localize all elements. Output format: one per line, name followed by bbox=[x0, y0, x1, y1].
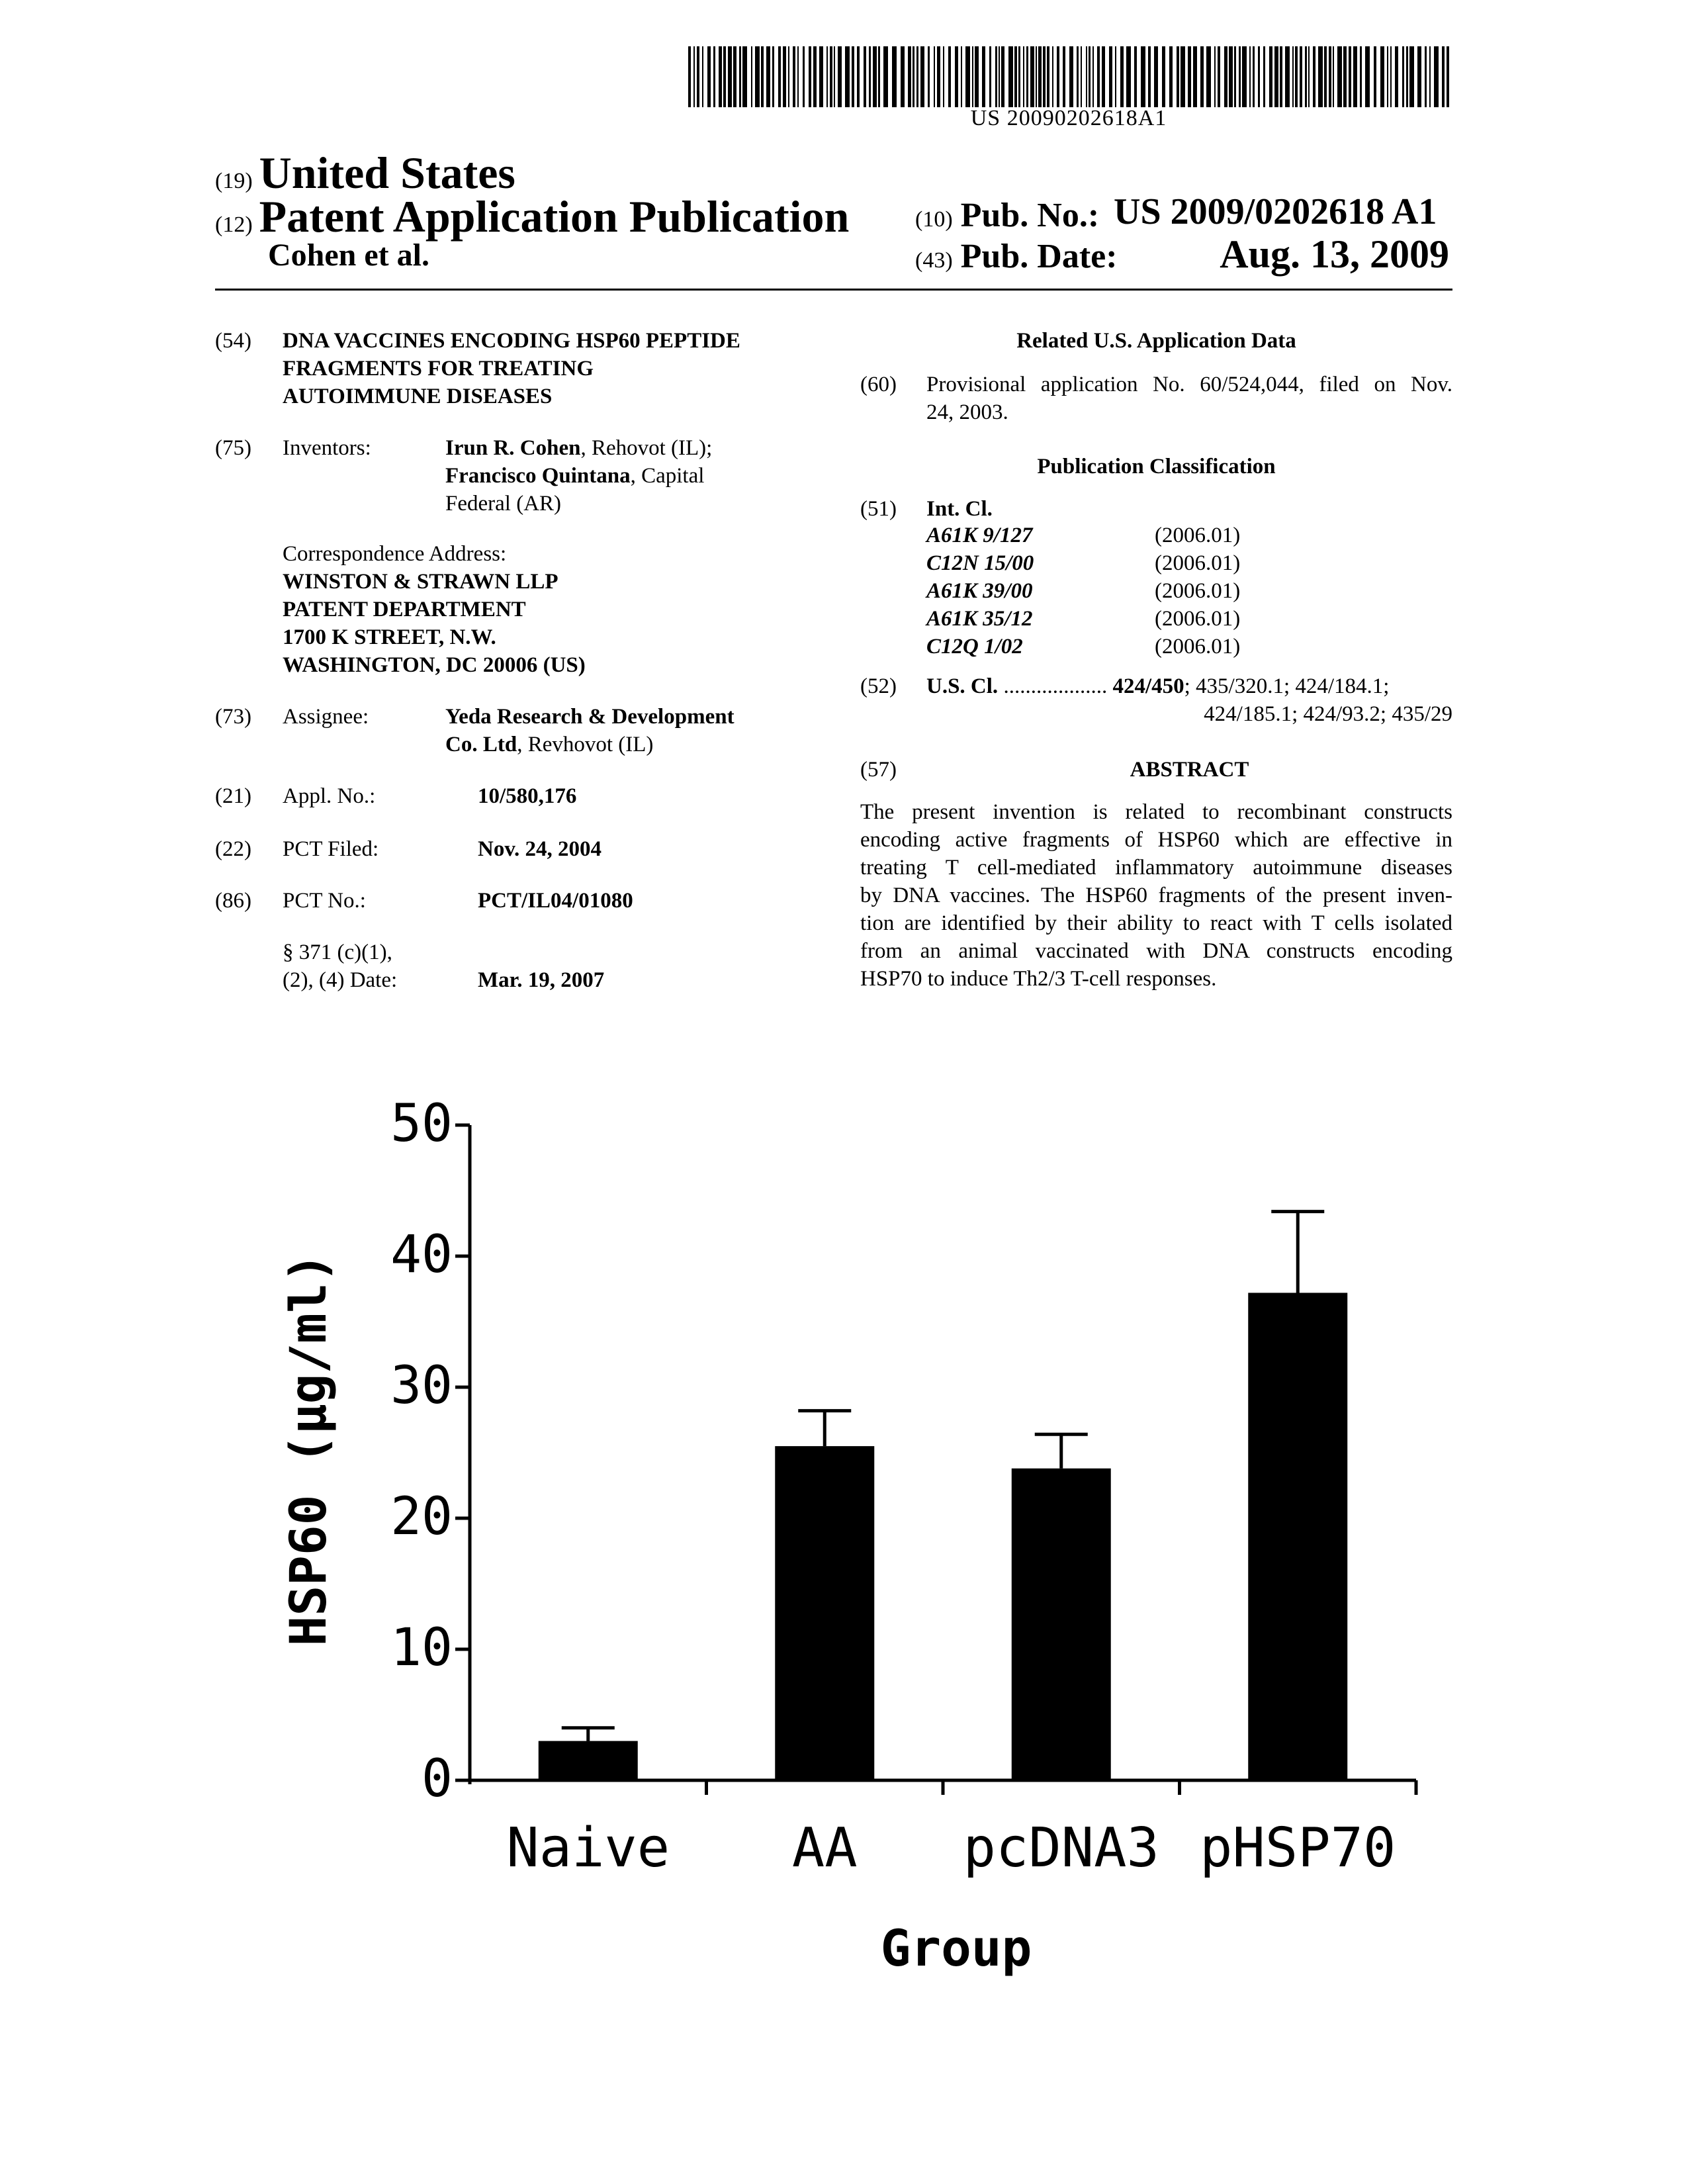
barcode-bar bbox=[1263, 46, 1265, 107]
barcode-bar bbox=[1229, 46, 1233, 107]
pub-type-line bbox=[215, 191, 849, 243]
barcode-bar bbox=[913, 46, 914, 107]
barcode-bar bbox=[1148, 46, 1151, 107]
barcode-bar bbox=[1097, 46, 1100, 107]
int-cl-year-3: (2006.01) bbox=[1155, 579, 1241, 603]
int-cl-label: Int. Cl. bbox=[926, 497, 993, 521]
barcode-bar bbox=[982, 46, 985, 107]
int-cl-class-1: A61K 9/127 bbox=[926, 523, 1033, 547]
barcode-bar bbox=[1181, 46, 1185, 107]
barcode-bar bbox=[1406, 46, 1408, 107]
barcode-number: US 20090202618A1 bbox=[970, 106, 1167, 130]
barcode-bar bbox=[1063, 46, 1065, 107]
field-code-86: (86) bbox=[215, 889, 251, 913]
barcode-bar bbox=[778, 46, 781, 107]
pub-no-line bbox=[915, 196, 1099, 235]
barcode-bar bbox=[1214, 46, 1216, 107]
barcode-bar bbox=[761, 46, 764, 107]
abstract-line-6: from an animal vaccinated with DNA constructs encoding bbox=[860, 939, 1452, 963]
barcode-bar bbox=[1008, 46, 1013, 107]
field-code-51: (51) bbox=[860, 497, 897, 521]
publication-classification-heading: Publication Classification bbox=[1037, 455, 1276, 478]
bar-aa bbox=[775, 1446, 874, 1780]
assignee-location: , Revhovot (IL) bbox=[517, 733, 654, 756]
barcode-bar bbox=[1218, 46, 1220, 107]
pub-date-line bbox=[915, 237, 1118, 276]
barcode-bar bbox=[739, 46, 741, 107]
barcode-bar bbox=[1409, 46, 1414, 107]
barcode-bar bbox=[826, 46, 828, 107]
abstract-line-7: HSP70 to induce Th2/3 T-cell responses. bbox=[860, 967, 1217, 991]
title-line-2: FRAGMENTS FOR TREATING bbox=[283, 357, 594, 381]
barcode-bar bbox=[1402, 46, 1404, 107]
inventor-1-location: , Rehovot (IL); bbox=[580, 436, 713, 460]
abstract-heading: ABSTRACT bbox=[1130, 758, 1249, 782]
barcode-bar bbox=[813, 46, 817, 107]
abstract-line-4: by DNA vaccines. The HSP60 fragments of the present inven- bbox=[860, 884, 1452, 907]
corr-line-2: PATENT DEPARTMENT bbox=[283, 598, 526, 621]
x-tick-label-aa: AA bbox=[791, 1817, 858, 1880]
abstract-line-1: The present invention is related to recombinant constructs bbox=[860, 800, 1452, 824]
barcode-bar bbox=[1239, 46, 1241, 107]
barcode-bar bbox=[723, 46, 726, 107]
x-axis-title: Group bbox=[880, 1919, 1032, 1978]
field-code-43: (43) bbox=[915, 248, 953, 273]
x-tick-label-phsp70: pHSP70 bbox=[1200, 1817, 1396, 1880]
barcode-bar bbox=[1043, 46, 1046, 107]
barcode-bar bbox=[755, 46, 760, 107]
y-axis-title: HSP60 (µg/ml) bbox=[279, 1252, 337, 1647]
provisional-application bbox=[926, 371, 1452, 426]
barcode-bar bbox=[1447, 46, 1449, 107]
barcode-bar bbox=[1014, 46, 1017, 107]
y-tick-label: 10 bbox=[390, 1618, 453, 1678]
corr-line-1: WINSTON & STRAWN LLP bbox=[283, 570, 558, 594]
barcode-bar bbox=[1081, 46, 1082, 107]
barcode-bar bbox=[928, 46, 930, 107]
barcode-bar bbox=[845, 46, 850, 107]
barcode-bar bbox=[733, 46, 736, 107]
barcode-bar bbox=[1026, 46, 1028, 107]
barcode-bar bbox=[1434, 46, 1439, 107]
barcode-bar bbox=[1269, 46, 1272, 107]
barcode-bar bbox=[1018, 46, 1020, 107]
int-cl-class-4: A61K 35/12 bbox=[926, 607, 1033, 631]
barcode-bar bbox=[772, 46, 774, 107]
barcode-bar bbox=[1425, 46, 1427, 107]
barcode-bar bbox=[972, 46, 973, 107]
int-cl-class-5: C12Q 1/02 bbox=[926, 635, 1023, 659]
barcode-bar bbox=[1193, 46, 1197, 107]
barcode-bar bbox=[1308, 46, 1310, 107]
barcode-bar bbox=[1295, 46, 1298, 107]
barcode-bar bbox=[751, 46, 752, 107]
y-tick-label: 40 bbox=[390, 1225, 453, 1285]
barcode-bar bbox=[728, 46, 732, 107]
barcode-bar bbox=[1052, 46, 1053, 107]
field-code-19: (19) bbox=[215, 169, 253, 193]
barcode-bar bbox=[1206, 46, 1211, 107]
x-tick-label-pcdna3: pcDNA3 bbox=[963, 1817, 1159, 1880]
authors: Cohen et al. bbox=[268, 238, 429, 273]
invention-title bbox=[283, 327, 825, 410]
assignee bbox=[445, 703, 829, 758]
barcode-bar bbox=[1360, 46, 1362, 107]
barcode-bar bbox=[1387, 46, 1388, 107]
abstract-line-2: encoding active fragments of HSP60 which are effective in bbox=[860, 828, 1452, 852]
barcode-bar bbox=[1242, 46, 1247, 107]
inventors-label: Inventors: bbox=[283, 436, 371, 460]
barcode-bar bbox=[1395, 46, 1398, 107]
y-tick-label: 20 bbox=[390, 1487, 453, 1547]
barcode-bar bbox=[1177, 46, 1179, 107]
barcode-bar bbox=[1102, 46, 1105, 107]
inventor-2-name: Francisco Quintana bbox=[445, 464, 631, 488]
us-cl-rest-2: 424/185.1; 424/93.2; 435/29 bbox=[1204, 702, 1452, 726]
barcode-bar bbox=[916, 46, 918, 107]
correspondence-address bbox=[283, 540, 825, 679]
barcode-bar bbox=[920, 46, 924, 107]
pct-filed: Nov. 24, 2004 bbox=[478, 837, 602, 861]
barcode-bar bbox=[1429, 46, 1431, 107]
barcode-bar bbox=[1109, 46, 1112, 107]
barcode-bar bbox=[1092, 46, 1094, 107]
abstract-text bbox=[860, 798, 1452, 993]
barcode-bar bbox=[1057, 46, 1059, 107]
section-371-label bbox=[283, 938, 397, 994]
field-code-73: (73) bbox=[215, 705, 251, 729]
barcode-bar bbox=[1337, 46, 1342, 107]
header-rule bbox=[215, 289, 1452, 291]
barcode-bar bbox=[1280, 46, 1282, 107]
us-classification bbox=[926, 672, 1452, 728]
barcode-bar bbox=[1069, 46, 1073, 107]
bar-naive bbox=[539, 1741, 638, 1780]
barcode-bar bbox=[1274, 46, 1278, 107]
y-tick-label: 50 bbox=[390, 1094, 453, 1154]
int-cl-class-2: C12N 15/00 bbox=[926, 551, 1034, 575]
barcode-bar bbox=[819, 46, 823, 107]
abstract-line-3: treating T cell-mediated inflammatory autoimmune diseases bbox=[860, 856, 1452, 880]
barcode-bar bbox=[1154, 46, 1158, 107]
barcode-bar bbox=[961, 46, 962, 107]
bar-phsp70 bbox=[1248, 1293, 1347, 1780]
barcode-bar bbox=[883, 46, 888, 107]
barcode-bar bbox=[1390, 46, 1392, 107]
barcode-bar bbox=[975, 46, 979, 107]
appl-no: 10/580,176 bbox=[478, 784, 577, 808]
us-cl-dots: ................... bbox=[1003, 674, 1108, 698]
pub-date-label: Pub. Date: bbox=[960, 238, 1118, 275]
barcode-bar bbox=[852, 46, 854, 107]
barcode-bar bbox=[878, 46, 880, 107]
barcode-bar bbox=[1200, 46, 1204, 107]
provisional-line-1: Provisional application No. 60/524,044, filed on Nov. bbox=[926, 373, 1452, 396]
barcode bbox=[688, 46, 1449, 107]
barcode-bar bbox=[1036, 46, 1037, 107]
assignee-name-1: Yeda Research & Development bbox=[445, 705, 735, 729]
barcode-bar bbox=[955, 46, 958, 107]
corr-line-4: WASHINGTON, DC 20006 (US) bbox=[283, 653, 586, 677]
barcode-bar bbox=[1333, 46, 1334, 107]
inventor-1-name: Irun R. Cohen bbox=[445, 436, 581, 460]
appl-no-label: Appl. No.: bbox=[283, 784, 376, 808]
barcode-bar bbox=[857, 46, 860, 107]
barcode-bar bbox=[1162, 46, 1165, 107]
section-371-label-1: § 371 (c)(1), bbox=[283, 940, 392, 964]
field-code-54: (54) bbox=[215, 329, 251, 353]
barcode-bar bbox=[742, 46, 747, 107]
barcode-bar bbox=[1141, 46, 1145, 107]
section-371-label-2: (2), (4) Date: bbox=[283, 968, 398, 992]
barcode-bar bbox=[1077, 46, 1079, 107]
barcode-bar bbox=[1089, 46, 1091, 107]
barcode-bar bbox=[965, 46, 970, 107]
barcode-bar bbox=[1249, 46, 1251, 107]
us-cl-main: 424/450 bbox=[1112, 674, 1184, 698]
field-code-60: (60) bbox=[860, 373, 897, 396]
int-cl-year-5: (2006.01) bbox=[1155, 635, 1241, 659]
us-cl-label: U.S. Cl. bbox=[926, 674, 999, 698]
barcode-bar bbox=[1134, 46, 1137, 107]
barcode-bar bbox=[948, 46, 951, 107]
barcode-bar bbox=[1305, 46, 1307, 107]
barcode-bar bbox=[797, 46, 799, 107]
barcode-bar bbox=[1417, 46, 1421, 107]
barcode-bar bbox=[830, 46, 832, 107]
barcode-bar bbox=[901, 46, 905, 107]
provisional-line-2: 24, 2003. bbox=[926, 400, 1008, 424]
pct-filed-label: PCT Filed: bbox=[283, 837, 379, 861]
x-tick-label-naive: Naive bbox=[506, 1817, 670, 1880]
barcode-bar bbox=[1349, 46, 1351, 107]
title-line-3: AUTOIMMUNE DISEASES bbox=[283, 385, 553, 408]
barcode-bar bbox=[713, 46, 715, 107]
barcode-bar bbox=[719, 46, 722, 107]
barcode-bar bbox=[999, 46, 1000, 107]
barcode-bar bbox=[1188, 46, 1191, 107]
barcode-bar bbox=[1126, 46, 1131, 107]
int-cl-year-4: (2006.01) bbox=[1155, 607, 1241, 631]
barcode-bar bbox=[702, 46, 703, 107]
pct-no-label: PCT No.: bbox=[283, 889, 366, 913]
correspondence-label: Correspondence Address: bbox=[283, 542, 507, 566]
barcode-bar bbox=[783, 46, 786, 107]
us-cl-rest-1: ; 435/320.1; 424/184.1; bbox=[1184, 674, 1390, 698]
barcode-bar bbox=[688, 46, 691, 107]
barcode-bar bbox=[1023, 46, 1024, 107]
y-tick-label: 0 bbox=[422, 1749, 453, 1809]
int-cl-year-1: (2006.01) bbox=[1155, 523, 1241, 547]
bar-pcdna3 bbox=[1012, 1469, 1111, 1780]
barcode-bar bbox=[834, 46, 835, 107]
pub-date: Aug. 13, 2009 bbox=[1220, 232, 1449, 276]
field-code-22: (22) bbox=[215, 837, 251, 861]
publication-type: Patent Application Publication bbox=[259, 191, 850, 242]
barcode-bar bbox=[697, 46, 699, 107]
inventor-2-location-cont: Federal (AR) bbox=[445, 492, 562, 516]
barcode-bar bbox=[1086, 46, 1087, 107]
corr-line-3: 1700 K STREET, N.W. bbox=[283, 625, 496, 649]
barcode-bar bbox=[1442, 46, 1445, 107]
barcode-bar bbox=[1353, 46, 1357, 107]
country: United States bbox=[259, 148, 515, 198]
field-code-57: (57) bbox=[860, 758, 897, 782]
barcode-bar bbox=[989, 46, 991, 107]
barcode-bar bbox=[1324, 46, 1327, 107]
barcode-bar bbox=[793, 46, 795, 107]
barcode-bar bbox=[1343, 46, 1347, 107]
barcode-bar bbox=[995, 46, 997, 107]
barcode-bar bbox=[1253, 46, 1255, 107]
barcode-bar bbox=[934, 46, 935, 107]
pub-no: US 2009/0202618 A1 bbox=[1114, 191, 1437, 232]
barcode-bar bbox=[873, 46, 877, 107]
barcode-bar bbox=[1285, 46, 1290, 107]
barcode-bar bbox=[693, 46, 695, 107]
inventors bbox=[445, 434, 816, 518]
title-line-1: DNA VACCINES ENCODING HSP60 PEPTIDE bbox=[283, 329, 740, 353]
barcode-bar bbox=[1001, 46, 1004, 107]
pub-no-label: Pub. No.: bbox=[960, 197, 1100, 234]
barcode-bar bbox=[1318, 46, 1323, 107]
barcode-bar bbox=[707, 46, 711, 107]
field-code-12: (12) bbox=[215, 212, 253, 237]
assignee-label: Assignee: bbox=[283, 705, 369, 729]
barcode-bar bbox=[788, 46, 789, 107]
int-cl-class-3: A61K 39/00 bbox=[926, 579, 1033, 603]
barcode-bar bbox=[1258, 46, 1260, 107]
barcode-bar bbox=[1380, 46, 1384, 107]
barcode-bar bbox=[1329, 46, 1331, 107]
barcode-bar bbox=[838, 46, 842, 107]
barcode-bar bbox=[809, 46, 811, 107]
abstract-line-5: tion are identified by their ability to react with T cells isolated bbox=[860, 911, 1452, 935]
barcode-bar bbox=[943, 46, 944, 107]
barcode-bar bbox=[1038, 46, 1042, 107]
barcode-bar bbox=[1047, 46, 1049, 107]
barcode-bar bbox=[1313, 46, 1315, 107]
barcode-bar bbox=[1030, 46, 1034, 107]
barcode-bar bbox=[803, 46, 805, 107]
barcode-bar bbox=[1224, 46, 1227, 107]
pct-no: PCT/IL04/01080 bbox=[478, 889, 633, 913]
barcode-bar bbox=[1292, 46, 1294, 107]
related-data-heading: Related U.S. Application Data bbox=[1016, 329, 1296, 353]
field-code-52: (52) bbox=[860, 674, 897, 698]
barcode-bar bbox=[1169, 46, 1173, 107]
barcode-bar bbox=[1300, 46, 1302, 107]
barcode-bar bbox=[937, 46, 940, 107]
barcode-bar bbox=[892, 46, 897, 107]
barcode-bar bbox=[869, 46, 871, 107]
assignee-name-2: Co. Ltd bbox=[445, 733, 517, 756]
inventor-2-location: , Capital bbox=[630, 464, 705, 488]
field-code-75: (75) bbox=[215, 436, 251, 460]
barcode-bar bbox=[908, 46, 911, 107]
int-cl-year-2: (2006.01) bbox=[1155, 551, 1241, 575]
barcode-bar bbox=[864, 46, 866, 107]
y-tick-label: 30 bbox=[390, 1356, 453, 1416]
barcode-bar bbox=[766, 46, 770, 107]
barcode-bar bbox=[1365, 46, 1370, 107]
section-371-date: Mar. 19, 2007 bbox=[478, 968, 605, 992]
barcode-bar bbox=[1374, 46, 1376, 107]
barcode-bar bbox=[1115, 46, 1116, 107]
field-code-10: (10) bbox=[915, 207, 953, 232]
field-code-21: (21) bbox=[215, 784, 251, 808]
barcode-bar bbox=[1234, 46, 1236, 107]
barcode-bar bbox=[1120, 46, 1124, 107]
